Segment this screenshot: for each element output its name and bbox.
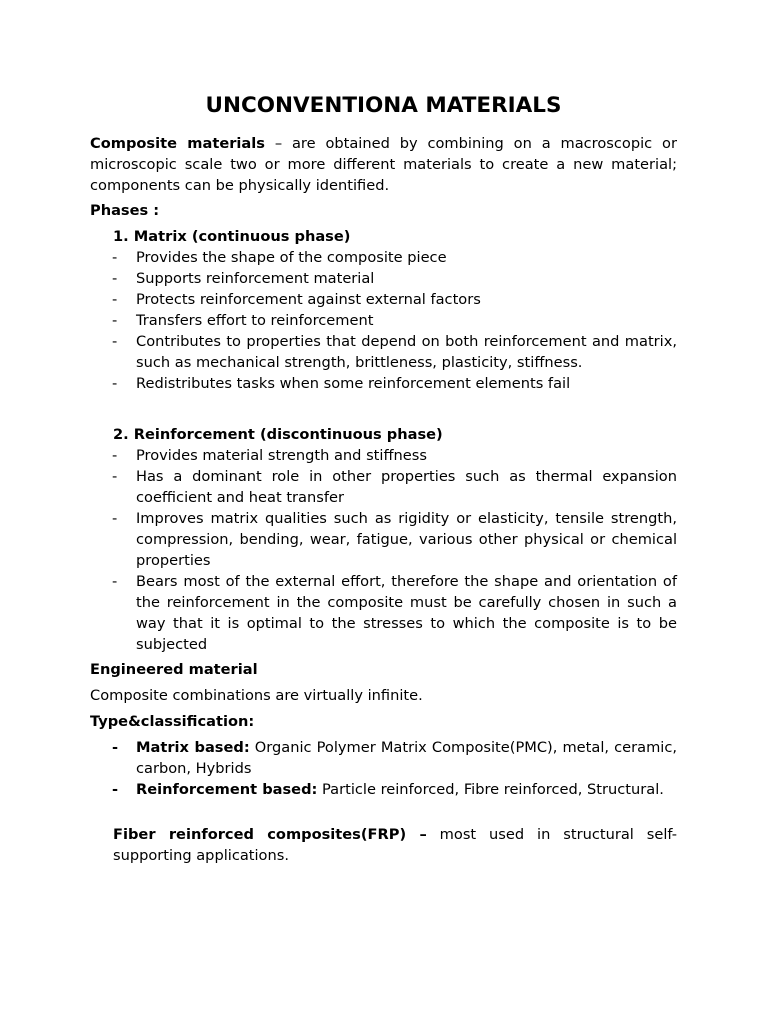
frp-paragraph: [113, 824, 677, 866]
reinforcement-heading: 2. Reinforcement (discontinuous phase): [113, 426, 443, 443]
list-item: - Supports reinforcement material: [112, 270, 375, 287]
page-title: UNCONVENTIONA MATERIALS: [205, 93, 562, 118]
intro-text: – are obtained by combining on a macroscopic or microscopic scale two or more different materials to create a new material; components can be physically identified.: [90, 135, 677, 194]
intro-paragraph: [90, 133, 677, 196]
frp-text: most used in structural self-supporting applications.: [113, 826, 677, 864]
list-item: - Improves matrix qualities such as rigidity or elasticity, tensile strength, compression, bending, wear, fatigue, various other physical or chemical properties: [112, 510, 677, 569]
phases-heading: Phases :: [90, 202, 160, 219]
list-item: - Contributes to properties that depend on both reinforcement and matrix, such as mechanical strength, brittleness, plasticity, stiffness.: [112, 333, 677, 371]
matrix-heading: 1. Matrix (continuous phase): [113, 228, 351, 245]
list-item: - Bears most of the external effort, therefore the shape and orientation of the reinforcement in the composite must be carefully chosen in such a way that it is optimal to the stresses to which the composite is to be subjected: [112, 573, 677, 653]
list-item: - Matrix based: Organic Polymer Matrix Composite(PMC), metal, ceramic, carbon, Hybrids: [112, 739, 677, 777]
engineered-heading: Engineered material: [90, 661, 258, 678]
frp-label: Fiber reinforced composites(FRP) –: [113, 826, 427, 843]
list-item: - Provides material strength and stiffness: [112, 447, 427, 464]
list-item: - Provides the shape of the composite piece: [112, 249, 447, 266]
list-item: - Has a dominant role in other properties such as thermal expansion coefficient and heat transfer: [112, 468, 677, 506]
classification-list: [90, 737, 677, 800]
intro-term: Composite materials: [90, 135, 265, 152]
list-item: - Reinforcement based: Particle reinforced, Fibre reinforced, Structural.: [112, 781, 664, 798]
list-item: - Redistributes tasks when some reinforcement elements fail: [112, 375, 571, 392]
list-item: - Protects reinforcement against external factors: [112, 291, 481, 308]
matrix-list: [90, 247, 677, 394]
reinforcement-list: [90, 445, 677, 655]
list-item: - Transfers effort to reinforcement: [112, 312, 374, 329]
type-heading: Type&classification:: [90, 713, 255, 730]
engineered-text: Composite combinations are virtually infinite.: [90, 687, 423, 704]
